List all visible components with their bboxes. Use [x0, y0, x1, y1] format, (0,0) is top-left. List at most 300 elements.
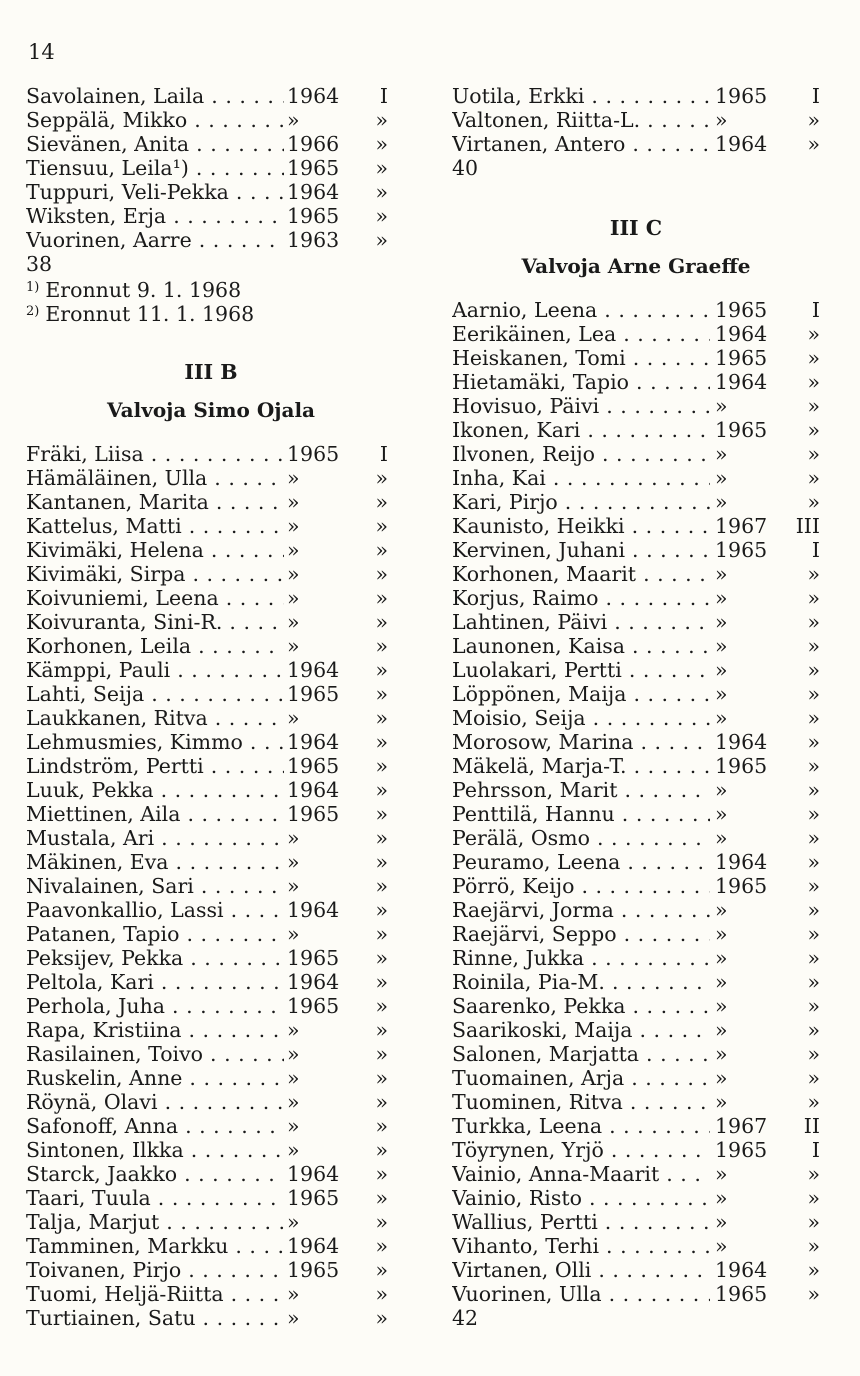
birth-year: 1965 [712, 1282, 775, 1306]
grade-mark: » [375, 874, 388, 898]
student-name: Koivuniemi, Leena . . . [26, 586, 284, 610]
birth-year: 1964 [284, 658, 347, 682]
footnote [26, 300, 396, 324]
birth-year: » [284, 1306, 347, 1330]
list-item [26, 132, 396, 156]
student-name: Sintonen, Ilkka . . . [26, 1138, 284, 1162]
student-name: Wiksten, Erja . . . [26, 204, 284, 228]
birth-year: 1964 [712, 370, 775, 394]
grade-mark: » [375, 994, 388, 1018]
student-name: Lindström, Pertti . . . [26, 754, 284, 778]
grade-mark: » [375, 538, 388, 562]
list-item [452, 850, 820, 874]
list-item [452, 802, 820, 826]
grade-mark: » [375, 826, 388, 850]
grade-mark: » [375, 1210, 388, 1234]
list-item [26, 778, 396, 802]
list-item [452, 970, 820, 994]
list-item [26, 1042, 396, 1066]
birth-year: 1964 [284, 730, 347, 754]
list-item [452, 84, 820, 108]
student-name: Heiskanen, Tomi . . . [452, 346, 710, 370]
birth-year: 1965 [712, 538, 775, 562]
grade-mark: » [375, 778, 388, 802]
student-name: Taari, Tuula . . . [26, 1186, 284, 1210]
student-name: Paavonkallio, Lassi . . . [26, 898, 284, 922]
list-item [26, 466, 396, 490]
list-item [26, 490, 396, 514]
list-item [26, 108, 396, 132]
list-item [452, 442, 820, 466]
list-item [452, 1138, 820, 1162]
student-name: Patanen, Tapio . . . [26, 922, 284, 946]
student-name: Mustala, Ari . . . [26, 826, 284, 850]
footnote-text: Eronnut 9. 1. 1968 [45, 278, 242, 302]
grade-mark: » [807, 442, 820, 466]
list-item [452, 1066, 820, 1090]
birth-year: 1964 [712, 132, 775, 156]
grade-mark: » [375, 1186, 388, 1210]
grade-mark: » [807, 994, 820, 1018]
grade-mark: » [375, 562, 388, 586]
birth-year: » [712, 442, 775, 466]
grade-mark: » [375, 658, 388, 682]
birth-year: 1967 [712, 514, 775, 538]
list-item [452, 994, 820, 1018]
birth-year: 1964 [712, 730, 775, 754]
grade-mark: » [807, 1018, 820, 1042]
birth-year: 1965 [284, 1258, 347, 1282]
birth-year: 1965 [712, 346, 775, 370]
student-name: Turtiainen, Satu . . . [26, 1306, 284, 1330]
grade-mark: » [375, 730, 388, 754]
student-name: Pehrsson, Marit . . . [452, 778, 710, 802]
list-item [26, 610, 396, 634]
list-item [26, 1090, 396, 1114]
list-item [452, 346, 820, 370]
birth-year: » [712, 1234, 775, 1258]
birth-year: » [712, 1090, 775, 1114]
birth-year: » [712, 658, 775, 682]
birth-year: » [284, 466, 347, 490]
student-name: Vainio, Risto . . . [452, 1186, 710, 1210]
list-item [26, 1018, 396, 1042]
birth-year: » [712, 634, 775, 658]
student-name: Mäkelä, Marja-T. . . . [452, 754, 710, 778]
grade-mark: I [811, 298, 820, 322]
list-item [26, 754, 396, 778]
birth-year: 1964 [712, 1258, 775, 1282]
birth-year: » [712, 826, 775, 850]
list-item [452, 132, 820, 156]
student-name: Kaunisto, Heikki . . . [452, 514, 710, 538]
student-name: Korhonen, Maarit . . . [452, 562, 710, 586]
footnote-mark: 2) [26, 304, 40, 319]
page-number: 14 [28, 40, 55, 64]
birth-year: » [284, 610, 347, 634]
student-name: Hietamäki, Tapio . . . [452, 370, 710, 394]
grade-mark: I [379, 442, 388, 466]
birth-year: 1965 [284, 156, 347, 180]
grade-mark: » [807, 132, 820, 156]
student-name: Tuominen, Ritva . . . [452, 1090, 710, 1114]
student-name: Hovisuo, Päivi . . . [452, 394, 710, 418]
birth-year: 1965 [284, 1186, 347, 1210]
list-item [26, 1066, 396, 1090]
student-name: Röynä, Olavi . . . [26, 1090, 284, 1114]
grade-mark: » [807, 466, 820, 490]
birth-year: » [712, 1186, 775, 1210]
list-item [26, 1234, 396, 1258]
birth-year: 1964 [284, 1234, 347, 1258]
student-name: Rapa, Kristiina . . . [26, 1018, 284, 1042]
birth-year: 1965 [284, 994, 347, 1018]
student-name: Peuramo, Leena . . . [452, 850, 710, 874]
student-name: Raejärvi, Seppo . . . [452, 922, 710, 946]
birth-year: » [284, 586, 347, 610]
student-name: Tamminen, Markku . . . [26, 1234, 284, 1258]
birth-year: » [284, 1114, 347, 1138]
list-item [452, 1090, 820, 1114]
grade-mark: II [803, 1114, 820, 1138]
student-name: Löppönen, Maija . . . [452, 682, 710, 706]
grade-mark: » [375, 970, 388, 994]
list-item [452, 466, 820, 490]
student-name: Tiensuu, Leila¹) . . . [26, 156, 284, 180]
student-name: Savolainen, Laila . . . [26, 84, 284, 108]
grade-mark: » [807, 706, 820, 730]
list-item [26, 514, 396, 538]
birth-year: » [284, 1018, 347, 1042]
birth-year: » [712, 610, 775, 634]
birth-year: » [284, 1042, 347, 1066]
birth-year: » [712, 970, 775, 994]
list-item [26, 802, 396, 826]
grade-mark: » [375, 1018, 388, 1042]
grade-mark: » [375, 634, 388, 658]
footnote [26, 276, 396, 300]
birth-year: » [284, 514, 347, 538]
student-name: Ilvonen, Reijo . . . [452, 442, 710, 466]
grade-mark: » [375, 1090, 388, 1114]
list-item [26, 946, 396, 970]
grade-mark: » [807, 874, 820, 898]
list-item [26, 1282, 396, 1306]
student-name: Turkka, Leena . . . [452, 1114, 710, 1138]
student-name: Safonoff, Anna . . . [26, 1114, 284, 1138]
list-item [26, 1306, 396, 1330]
list-item [452, 1114, 820, 1138]
grade-mark: » [375, 802, 388, 826]
list-item [26, 826, 396, 850]
birth-year: » [712, 586, 775, 610]
birth-year: » [284, 706, 347, 730]
birth-year: 1964 [284, 84, 347, 108]
student-name: Penttilä, Hannu . . . [452, 802, 710, 826]
list-item [26, 1258, 396, 1282]
list-item [26, 204, 396, 228]
grade-mark: » [807, 1066, 820, 1090]
grade-mark: » [807, 754, 820, 778]
birth-year: » [284, 562, 347, 586]
student-name: Valtonen, Riitta-L. . . . [452, 108, 710, 132]
list-item [452, 298, 820, 322]
class-iii-c-list [452, 298, 820, 1306]
birth-year: » [712, 108, 775, 132]
birth-year: » [712, 706, 775, 730]
list-item [452, 874, 820, 898]
birth-year: » [712, 778, 775, 802]
list-item [452, 370, 820, 394]
list-item [452, 682, 820, 706]
student-name: Moisio, Seija . . . [452, 706, 710, 730]
list-item [26, 1138, 396, 1162]
student-name: Peksijev, Pekka . . . [26, 946, 284, 970]
class-count: 40 [452, 156, 479, 180]
grade-mark: » [375, 1258, 388, 1282]
grade-mark: » [375, 490, 388, 514]
grade-mark: » [375, 922, 388, 946]
grade-mark: » [375, 946, 388, 970]
student-name: Nivalainen, Sari . . . [26, 874, 284, 898]
grade-mark: » [807, 394, 820, 418]
birth-year: » [712, 1066, 775, 1090]
list-item [26, 682, 396, 706]
list-item [26, 228, 396, 252]
student-name: Perhola, Juha . . . [26, 994, 284, 1018]
grade-mark: » [807, 1090, 820, 1114]
student-name: Luolakari, Pertti . . . [452, 658, 710, 682]
list-item [452, 610, 820, 634]
grade-mark: » [807, 1234, 820, 1258]
student-name: Kervinen, Juhani . . . [452, 538, 710, 562]
student-name: Vuorinen, Aarre . . . [26, 228, 284, 252]
list-item [452, 514, 820, 538]
list-item [452, 562, 820, 586]
student-name: Laukkanen, Ritva . . . [26, 706, 284, 730]
student-name: Kantanen, Marita . . . [26, 490, 284, 514]
list-item [26, 922, 396, 946]
birth-year: 1965 [712, 874, 775, 898]
class-count: 42 [452, 1306, 479, 1330]
grade-mark: » [807, 108, 820, 132]
student-name: Sievänen, Anita . . . [26, 132, 284, 156]
birth-year: 1964 [712, 850, 775, 874]
birth-year: » [284, 922, 347, 946]
student-name: Virtanen, Antero . . . [452, 132, 710, 156]
student-name: Kivimäki, Helena . . . [26, 538, 284, 562]
student-name: Launonen, Kaisa . . . [452, 634, 710, 658]
birth-year: » [712, 898, 775, 922]
grade-mark: » [375, 610, 388, 634]
student-name: Virtanen, Olli . . . [452, 1258, 710, 1282]
grade-mark: » [375, 1066, 388, 1090]
list-item [452, 322, 820, 346]
list-item [26, 538, 396, 562]
student-name: Saarikoski, Maija . . . [452, 1018, 710, 1042]
grade-mark: » [807, 1162, 820, 1186]
list-item [26, 634, 396, 658]
list-item [26, 730, 396, 754]
section-teacher: Valvoja Arne Graeffe [521, 254, 751, 278]
list-item [452, 1210, 820, 1234]
grade-mark: I [811, 538, 820, 562]
birth-year: » [712, 1162, 775, 1186]
birth-year: » [284, 538, 347, 562]
student-name: Talja, Marjut . . . [26, 1210, 284, 1234]
birth-year: » [712, 802, 775, 826]
birth-year: » [712, 466, 775, 490]
list-item [452, 898, 820, 922]
grade-mark: » [375, 898, 388, 922]
grade-mark: » [807, 1282, 820, 1306]
student-name: Koivuranta, Sini-R. . . . [26, 610, 284, 634]
student-name: Tuomainen, Arja . . . [452, 1066, 710, 1090]
list-item [452, 1186, 820, 1210]
grade-mark: » [375, 1282, 388, 1306]
grade-mark: III [795, 514, 820, 538]
grade-mark: » [807, 370, 820, 394]
grade-mark: » [375, 754, 388, 778]
grade-mark: » [807, 946, 820, 970]
list-item [452, 754, 820, 778]
birth-year: 1965 [712, 84, 775, 108]
student-name: Wallius, Pertti . . . [452, 1210, 710, 1234]
birth-year: 1964 [284, 778, 347, 802]
grade-mark: » [375, 514, 388, 538]
student-name: Luuk, Pekka . . . [26, 778, 284, 802]
birth-year: 1964 [712, 322, 775, 346]
birth-year: » [284, 490, 347, 514]
birth-year: » [284, 874, 347, 898]
birth-year: » [284, 1138, 347, 1162]
birth-year: » [712, 994, 775, 1018]
grade-mark: I [379, 84, 388, 108]
birth-year: » [284, 1210, 347, 1234]
student-name: Morosow, Marina . . . [452, 730, 710, 754]
list-item [26, 994, 396, 1018]
student-name: Korhonen, Leila . . . [26, 634, 284, 658]
list-item [26, 562, 396, 586]
student-name: Vuorinen, Ulla . . . [452, 1282, 710, 1306]
birth-year: » [712, 682, 775, 706]
birth-year: » [284, 1090, 347, 1114]
student-name: Kämppi, Pauli . . . [26, 658, 284, 682]
section-title: III B [184, 360, 238, 384]
grade-mark: » [375, 1234, 388, 1258]
list-item [452, 778, 820, 802]
grade-mark: » [807, 826, 820, 850]
grade-mark: I [811, 1138, 820, 1162]
birth-year: 1966 [284, 132, 347, 156]
list-item [26, 180, 396, 204]
birth-year: » [712, 490, 775, 514]
grade-mark: I [811, 84, 820, 108]
student-name: Lahti, Seija . . . [26, 682, 284, 706]
grade-mark: » [807, 322, 820, 346]
student-name: Inha, Kai . . . [452, 466, 710, 490]
grade-mark: » [807, 658, 820, 682]
birth-year: 1964 [284, 180, 347, 204]
section-teacher: Valvoja Simo Ojala [106, 398, 316, 422]
class-iii-a-continued-list [26, 84, 396, 252]
grade-mark: » [375, 466, 388, 490]
left-column [26, 84, 396, 1330]
birth-year: » [712, 562, 775, 586]
birth-year: » [712, 394, 775, 418]
list-item [452, 1042, 820, 1066]
student-name: Töyrynen, Yrjö . . . [452, 1138, 710, 1162]
birth-year: 1967 [712, 1114, 775, 1138]
student-name: Salonen, Marjatta . . . [452, 1042, 710, 1066]
list-item [26, 850, 396, 874]
student-name: Roinila, Pia-M. . . . [452, 970, 710, 994]
grade-mark: » [375, 156, 388, 180]
birth-year: 1963 [284, 228, 347, 252]
grade-mark: » [375, 586, 388, 610]
list-item [26, 706, 396, 730]
list-item [26, 1210, 396, 1234]
list-item [452, 1234, 820, 1258]
student-name: Toivanen, Pirjo . . . [26, 1258, 284, 1282]
grade-mark: » [375, 132, 388, 156]
list-item [26, 586, 396, 610]
list-item [452, 1018, 820, 1042]
birth-year: 1965 [712, 754, 775, 778]
grade-mark: » [807, 730, 820, 754]
list-item [452, 826, 820, 850]
birth-year: 1965 [284, 802, 347, 826]
student-name: Miettinen, Aila . . . [26, 802, 284, 826]
grade-mark: » [375, 706, 388, 730]
list-item [26, 1186, 396, 1210]
student-name: Vihanto, Terhi . . . [452, 1234, 710, 1258]
birth-year: 1965 [284, 204, 347, 228]
grade-mark: » [807, 562, 820, 586]
grade-mark: » [807, 802, 820, 826]
student-name: Starck, Jaakko . . . [26, 1162, 284, 1186]
birth-year: » [712, 946, 775, 970]
grade-mark: » [375, 1042, 388, 1066]
grade-mark: » [807, 490, 820, 514]
student-name: Saarenko, Pekka . . . [452, 994, 710, 1018]
birth-year: » [284, 850, 347, 874]
grade-mark: » [807, 1210, 820, 1234]
list-item [452, 922, 820, 946]
student-name: Mäkinen, Eva . . . [26, 850, 284, 874]
grade-mark: » [807, 1258, 820, 1282]
birth-year: 1965 [284, 946, 347, 970]
list-item [452, 586, 820, 610]
list-item [452, 1258, 820, 1282]
list-item [452, 108, 820, 132]
student-name: Tuppuri, Veli-Pekka . . . [26, 180, 284, 204]
student-name: Ikonen, Kari . . . [452, 418, 710, 442]
student-name: Peltola, Kari . . . [26, 970, 284, 994]
birth-year: 1965 [284, 682, 347, 706]
list-item [452, 1162, 820, 1186]
birth-year: 1965 [712, 418, 775, 442]
list-item [452, 394, 820, 418]
list-item [26, 84, 396, 108]
list-item [452, 946, 820, 970]
student-name: Aarnio, Leena . . . [452, 298, 710, 322]
student-name: Kattelus, Matti . . . [26, 514, 284, 538]
birth-year: 1965 [284, 442, 347, 466]
class-count: 38 [26, 252, 53, 276]
list-item [26, 1114, 396, 1138]
grade-mark: » [375, 108, 388, 132]
